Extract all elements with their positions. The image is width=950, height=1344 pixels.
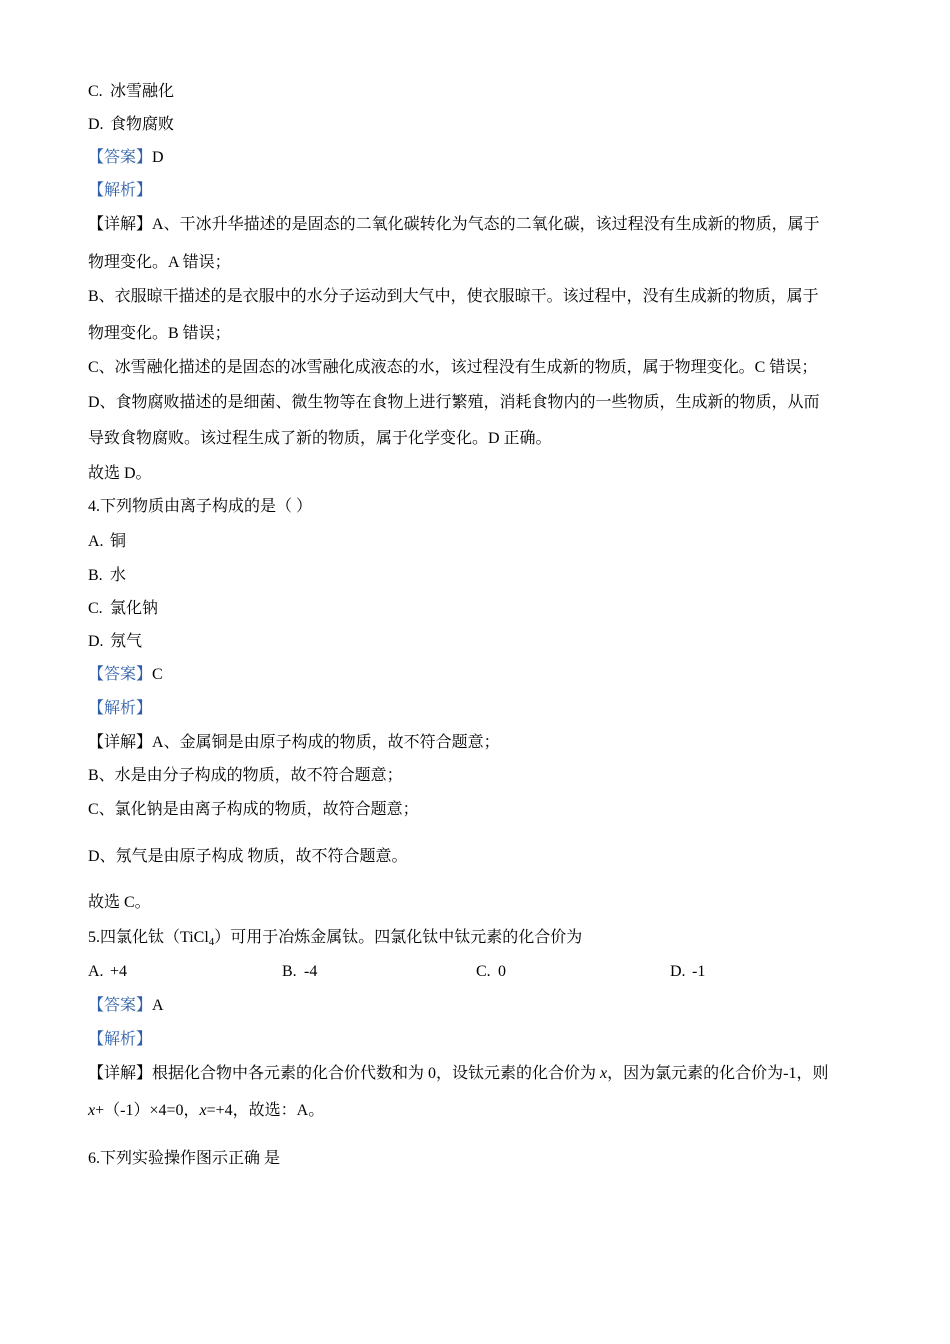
- option-letter: D.: [88, 116, 104, 133]
- variable-x: x: [88, 1102, 96, 1119]
- detail-tag: 【详解】: [88, 734, 153, 751]
- detail-text: +（-1）×4=0，: [95, 1102, 200, 1119]
- q5-stem: [88, 928, 582, 948]
- option-text: -1: [692, 963, 706, 980]
- q4-answer: [88, 665, 163, 685]
- answer-tag: 【答案】: [88, 666, 153, 683]
- q5-option-a: [88, 962, 127, 982]
- option-letter: D.: [88, 633, 104, 650]
- option-text: 水: [110, 567, 127, 584]
- q6-stem: 6.下列实验操作图示正确 是: [88, 1150, 281, 1167]
- q4-detail-line-3: C、氯化钠是由离子构成的物质，故符合题意；: [88, 801, 419, 818]
- q5-option-b: [282, 962, 317, 982]
- option-letter: B.: [88, 567, 103, 584]
- detail-text: ，因为氯元素的化合价为-1，则: [607, 1065, 829, 1082]
- detail-text: =+4，故选：A。: [206, 1102, 325, 1119]
- q3-detail-line-5: C、冰雪融化描述的是固态的冰雪融化成液态的水，该过程没有生成新的物质，属于物理变化。C 错误；: [88, 359, 818, 376]
- q5-analysis-tag: 【解析】: [88, 1031, 153, 1048]
- q4-conclusion: 故选 C。: [88, 894, 151, 911]
- q5-option-d: [670, 962, 705, 982]
- detail-tag: 【详解】: [88, 1065, 153, 1082]
- q4-option-c: [88, 599, 158, 619]
- option-text: 冰雪融化: [110, 83, 175, 100]
- stem-text: 5.四氯化钛（TiCl: [88, 929, 209, 946]
- option-letter: A.: [88, 963, 104, 980]
- q5-answer: [88, 996, 164, 1016]
- q3-option-c: [88, 82, 174, 102]
- option-letter: D.: [670, 963, 686, 980]
- detail-text: A、金属铜是由原子构成的物质，故不符合题意；: [152, 734, 500, 751]
- option-letter: A.: [88, 533, 104, 550]
- option-text: 铜: [110, 533, 127, 550]
- answer-tag: 【答案】: [88, 149, 153, 166]
- detail-text: A、干冰升华描述的是固态的二氧化碳转化为气态的二氧化碳，该过程没有生成新的物质，属于: [152, 216, 820, 233]
- answer-tag: 【答案】: [88, 997, 153, 1014]
- q3-detail-line-7: 导致食物腐败。该过程生成了新的物质，属于化学变化。D 正确。: [88, 430, 552, 447]
- q5-option-c: [476, 962, 506, 982]
- q3-answer: [88, 148, 164, 168]
- option-text: +4: [110, 963, 128, 980]
- q4-option-d: [88, 632, 142, 652]
- variable-x: x: [199, 1102, 207, 1119]
- option-letter: C.: [88, 83, 103, 100]
- q5-detail-line-2: [88, 1101, 324, 1121]
- q3-detail-line-3: B、衣服晾干描述的是衣服中的水分子运动到大气中，使衣服晾干。该过程中，没有生成新的物质，属于: [88, 288, 819, 305]
- q3-analysis-tag: 【解析】: [88, 182, 153, 199]
- q3-conclusion: 故选 D。: [88, 465, 152, 482]
- q4-detail-line-4: D、氖气是由原子构成 物质，故不符合题意。: [88, 848, 408, 865]
- q5-detail-line-1: [88, 1064, 828, 1084]
- answer-value: A: [152, 997, 164, 1014]
- stem-text: ）可用于冶炼金属钛。四氯化钛中钛元素的化合价为: [214, 929, 583, 946]
- answer-value: D: [152, 149, 164, 166]
- option-text: 氖气: [110, 633, 143, 650]
- q4-detail-line-2: B、水是由分子构成的物质，故不符合题意；: [88, 767, 403, 784]
- q4-analysis-tag: 【解析】: [88, 700, 153, 717]
- q3-option-d: [88, 115, 174, 135]
- option-text: 食物腐败: [110, 116, 175, 133]
- option-text: 氯化钠: [110, 600, 159, 617]
- option-letter: B.: [282, 963, 297, 980]
- q4-stem: 4.下列物质由离子构成的是（ ）: [88, 498, 313, 515]
- option-text: -4: [304, 963, 318, 980]
- q4-option-b: [88, 566, 126, 586]
- detail-text: 根据化合物中各元素的化合价代数和为 0，设钛元素的化合价为: [152, 1065, 601, 1082]
- q4-detail-line-1: [88, 733, 500, 753]
- q3-detail-line-4: 物理变化。B 错误；: [88, 325, 231, 342]
- detail-tag: 【详解】: [88, 216, 153, 233]
- q3-detail-line-2: 物理变化。A 错误；: [88, 254, 231, 271]
- option-letter: C.: [88, 600, 103, 617]
- option-letter: C.: [476, 963, 491, 980]
- q4-option-a: [88, 532, 126, 552]
- answer-value: C: [152, 666, 163, 683]
- q3-detail-line-1: [88, 215, 820, 235]
- option-text: 0: [498, 963, 506, 980]
- variable-x: x: [600, 1065, 608, 1082]
- q3-detail-line-6: D、食物腐败描述的是细菌、微生物等在食物上进行繁殖，消耗食物内的一些物质，生成新的物质，从而: [88, 394, 820, 411]
- subscript: 4: [208, 936, 215, 948]
